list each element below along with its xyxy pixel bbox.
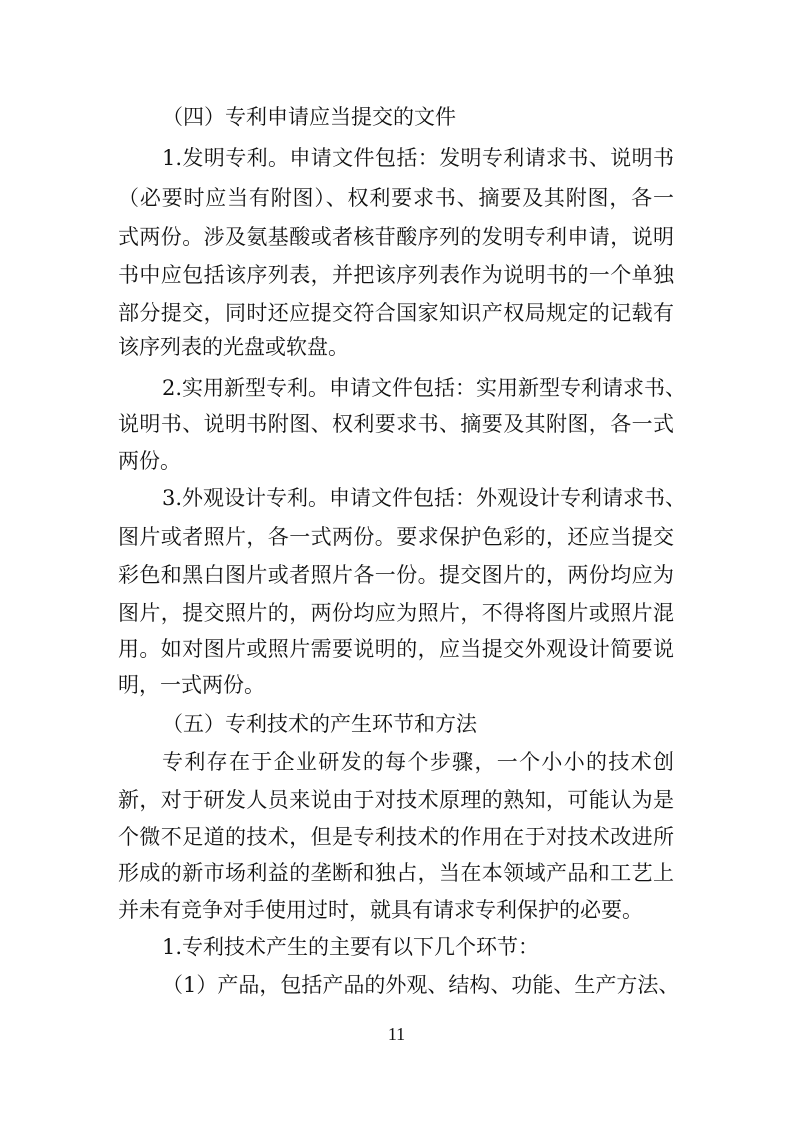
- paragraph-line: 部分提交，同时还应提交符合国家知识产权局规定的记载有: [118, 301, 674, 325]
- paragraph-line: 1.专利技术产生的主要有以下几个环节：: [162, 935, 540, 959]
- paragraph-line: 专利存在于企业研发的每个步骤，一个小小的技术创: [162, 750, 674, 774]
- paragraph-line: 并未有竞争对手使用过时，就具有请求专利保护的必要。: [118, 898, 643, 922]
- page-number: 11: [387, 1024, 406, 1044]
- paragraph-line: 1.发明专利。申请文件包括：发明专利请求书、说明书: [162, 146, 674, 170]
- paragraph-line: 新，对于研发人员来说由于对技术原理的熟知，可能认为是: [118, 788, 674, 812]
- heading-section-5: （五）专利技术的产生环节和方法: [162, 712, 477, 736]
- paragraph-line: 明，一式两份。: [118, 673, 265, 697]
- paragraph-line: 书中应包括该序列表，并把该序列表作为说明书的一个单独: [118, 263, 674, 287]
- paragraph-line: 用。如对图片或照片需要说明的，应当提交外观设计简要说: [118, 637, 674, 661]
- paragraph-line: 3.外观设计专利。申请文件包括：外观设计专利请求书、: [162, 486, 687, 510]
- paragraph-line: 个微不足道的技术，但是专利技术的作用在于对技术改进所: [118, 825, 674, 849]
- paragraph-line: 2.实用新型专利。申请文件包括：实用新型专利请求书、: [162, 376, 687, 400]
- paragraph-line: 彩色和黑白图片或者照片各一份。提交图片的，两份均应为: [118, 563, 674, 587]
- paragraph-line: 图片，提交照片的，两份均应为照片，不得将图片或照片混: [118, 601, 674, 625]
- paragraph-line: 形成的新市场利益的垄断和独占，当在本领域产品和工艺上: [118, 861, 674, 885]
- paragraph-line: （必要时应当有附图）、权利要求书、摘要及其附图，各一: [118, 186, 674, 210]
- paragraph-line: 该序列表的光盘或软盘。: [118, 335, 349, 359]
- paragraph-line: 图片或者照片，各一式两份。要求保护色彩的，还应当提交: [118, 525, 674, 549]
- paragraph-line: 两份。: [118, 449, 181, 473]
- paragraph-line: （1）产品，包括产品的外观、结构、功能、生产方法、: [162, 973, 680, 997]
- heading-section-4: （四）专利申请应当提交的文件: [162, 105, 456, 129]
- paragraph-line: 式两份。涉及氨基酸或者核苷酸序列的发明专利申请，说明: [118, 225, 674, 249]
- paragraph-line: 说明书、说明书附图、权利要求书、摘要及其附图，各一式: [118, 412, 674, 436]
